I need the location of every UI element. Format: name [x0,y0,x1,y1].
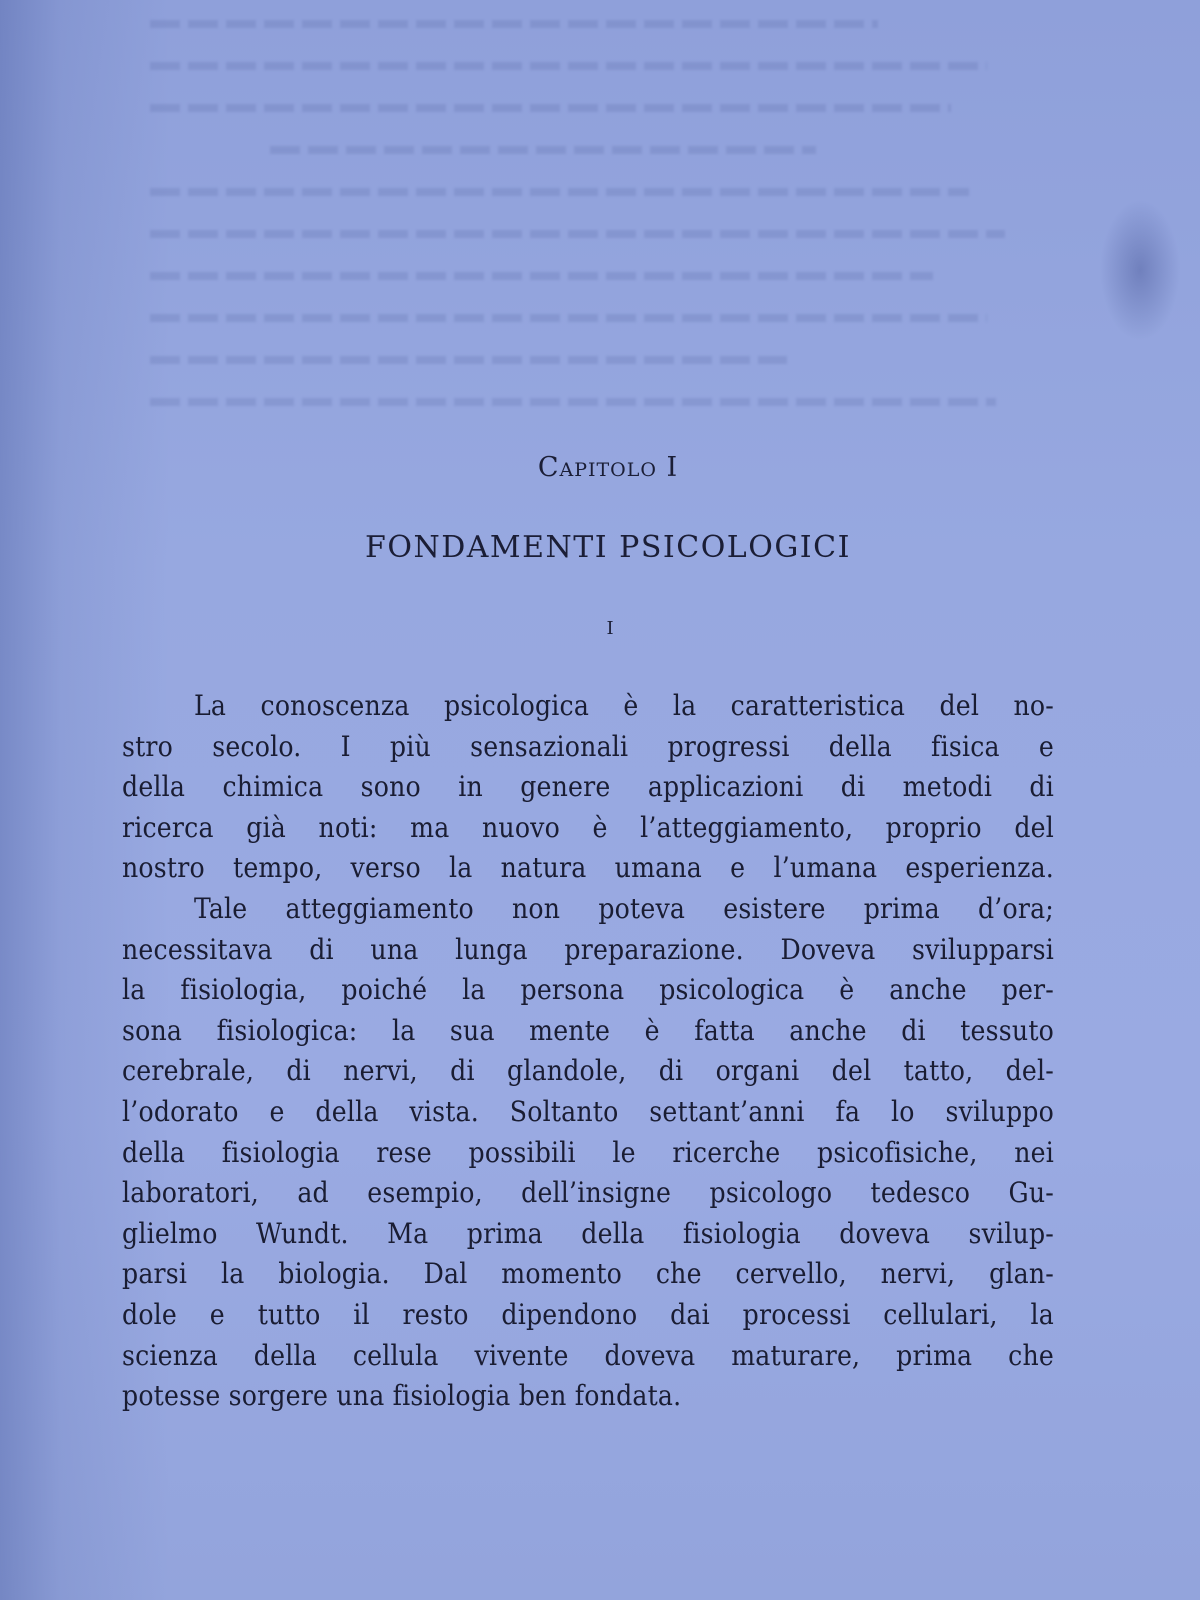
text-line: La conoscenza psicologica è la caratteristica del no- [194,689,1054,722]
chapter-label: Capitolo I [537,452,679,483]
text-line: potesse sorgere una fisiologia ben fondata. [122,1379,682,1413]
text-line: laboratori, ad esempio, dell’insigne psicologo tedesco Gu- [122,1176,1054,1210]
text-line: necessitava di una lunga preparazione. Doveva svilupparsi [122,932,1054,966]
body-text [122,686,1054,1417]
text-line: scienza della cellula vivente doveva maturare, prima che [122,1338,1054,1372]
section-number: I [606,618,614,639]
text-line: della chimica sono in genere applicazioni di metodi di [122,770,1054,804]
text-line: della fisiologia rese possibili le ricerche psicofisiche, nei [122,1135,1054,1169]
text-line: la fisiologia, poiché la persona psicologica è anche per- [122,973,1054,1007]
paragraph-2 [122,889,1054,1417]
text-line: parsi la biologia. Dal momento che cervello, nervi, glan- [122,1257,1054,1291]
text-line: glielmo Wundt. Ma prima della fisiologia doveva svilup- [122,1216,1054,1250]
text-line: cerebrale, di nervi, di glandole, di organi del tatto, del- [122,1054,1054,1088]
text-line: sona fisiologica: la sua mente è fatta anche di tessuto [122,1013,1054,1047]
text-line: stro secolo. I più sensazionali progressi della fisica e [122,729,1054,763]
text-line: dole e tutto il resto dipendono dai processi cellulari, la [122,1297,1054,1331]
chapter-title: FONDAMENTI PSICOLOGICI [365,530,851,565]
bleed-through-text [150,20,1060,440]
text-line: nostro tempo, verso la natura umana e l’umana esperienza. [122,851,1054,885]
paragraph-1 [122,686,1054,889]
text-line: Tale atteggiamento non poteva esistere prima d’ora; [194,891,1054,925]
text-line: ricerca già noti: ma nuovo è l’atteggiamento, proprio del [122,810,1054,844]
text-line: l’odorato e della vista. Soltanto settant’anni fa lo sviluppo [122,1094,1054,1128]
